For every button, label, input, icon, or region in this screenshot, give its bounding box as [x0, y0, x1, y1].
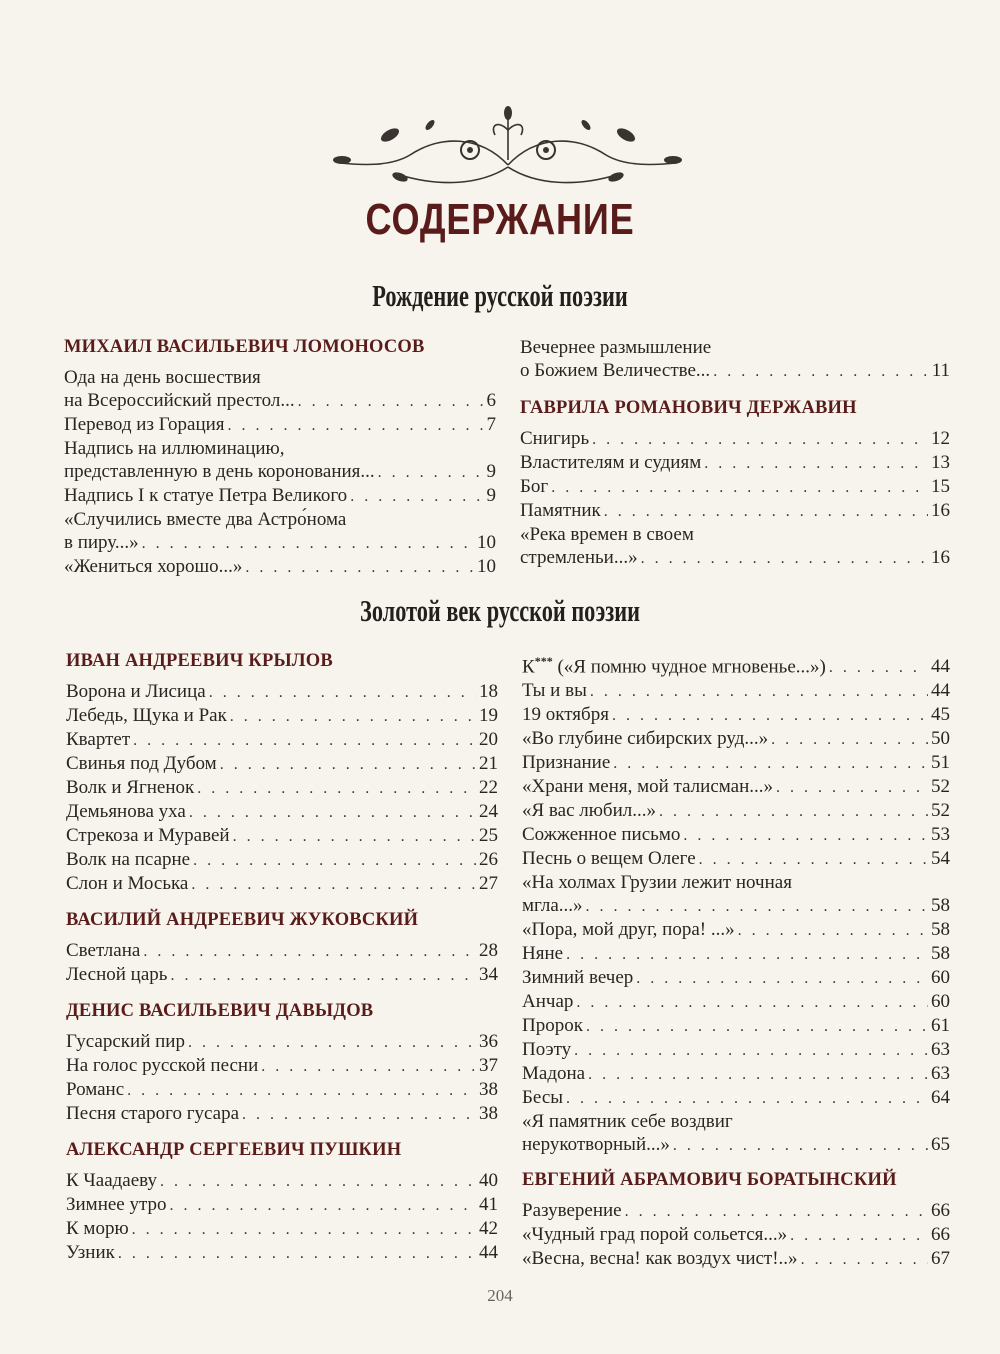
dot-leader — [659, 800, 928, 823]
section-title: Рождение русской поэзии — [372, 278, 628, 313]
entry-title: Волк и Ягненок — [66, 777, 195, 798]
entry-title: К*** («Я помню чудное мгновенье...») — [522, 654, 826, 678]
entry-row — [66, 1217, 498, 1241]
entry-title: в пиру...» — [64, 532, 139, 553]
entry-row — [66, 848, 498, 872]
author-name: ЕВГЕНИЙ АБРАМОВИЧ БОРАТЫНСКИЙ — [522, 1170, 897, 1191]
toc-entry — [66, 939, 498, 963]
toc-entry — [66, 800, 498, 824]
dot-leader — [261, 1055, 476, 1078]
page-ref: 60 — [931, 967, 950, 989]
entry-title: Надпись I к статуе Петра Великого — [64, 485, 348, 506]
entry-row — [522, 942, 950, 966]
entry-title-line: Вечернее размышление — [520, 337, 712, 358]
toc-entry — [66, 1241, 498, 1265]
entry-title-line: «Река времен в своем — [520, 524, 694, 545]
toc-entry — [522, 990, 950, 1014]
dot-leader — [127, 1079, 476, 1102]
dot-leader — [298, 390, 484, 413]
dot-leader — [576, 991, 928, 1014]
page-ref: 52 — [931, 800, 950, 822]
dot-leader — [612, 704, 928, 727]
dot-leader — [776, 776, 928, 799]
toc-entry — [66, 872, 498, 896]
page-ref: 24 — [479, 801, 498, 822]
toc-entry — [66, 776, 498, 800]
toc-entry — [522, 1110, 950, 1157]
section-title: Золотой век русской поэзии — [360, 593, 640, 628]
entry-title: Демьянова уха — [66, 801, 186, 822]
author-name: АЛЕКСАНДР СЕРГЕЕВИЧ ПУШКИН — [66, 1140, 402, 1160]
toc-entry — [522, 703, 950, 727]
dot-leader — [220, 753, 476, 776]
entry-title: о Божием Величестве... — [520, 360, 711, 381]
entry-title: Зимнее утро — [66, 1194, 167, 1215]
entry-title: Романс — [66, 1079, 125, 1100]
entry-row — [522, 990, 950, 1014]
dot-leader — [350, 485, 483, 508]
dot-leader — [713, 360, 929, 383]
page-ref: 34 — [479, 964, 498, 985]
dot-leader — [683, 824, 928, 847]
toc-column-left — [64, 336, 496, 579]
page-ref: 51 — [931, 752, 950, 774]
page-ref: 25 — [479, 825, 498, 846]
entry-row — [520, 499, 950, 523]
page-ref: 63 — [931, 1039, 950, 1061]
toc-entry — [64, 484, 496, 508]
floral-ornament — [330, 105, 685, 195]
page-ref: 13 — [931, 452, 950, 473]
entry-title-line: «На холмах Грузии лежит ночная — [522, 872, 792, 894]
entry-title: К морю — [66, 1218, 129, 1239]
dot-leader — [588, 1063, 928, 1086]
toc-entry — [522, 823, 950, 847]
toc-entry — [522, 799, 950, 823]
entry-row — [66, 1102, 498, 1126]
dot-leader — [801, 1248, 928, 1271]
author-block — [520, 336, 950, 383]
entry-row — [522, 679, 950, 703]
entry-title: нерукотворный...» — [522, 1134, 670, 1156]
entry-row — [520, 546, 950, 570]
dot-leader — [551, 476, 928, 499]
dot-leader — [790, 1224, 928, 1247]
toc-entry — [522, 650, 950, 679]
dot-leader — [641, 547, 928, 570]
page-ref: 40 — [479, 1170, 498, 1191]
entry-row — [522, 727, 950, 751]
dot-leader — [378, 461, 484, 484]
dot-leader — [233, 825, 476, 848]
toc-entry — [522, 1038, 950, 1062]
toc-entry — [522, 1062, 950, 1086]
dot-leader — [590, 680, 928, 703]
page-ref: 28 — [479, 940, 498, 961]
author-name: ВАСИЛИЙ АНДРЕЕВИЧ ЖУКОВСКИЙ — [66, 910, 419, 930]
entry-title: «Храни меня, мой талисман...» — [522, 776, 774, 798]
toc-entry — [66, 824, 498, 848]
entry-row — [522, 751, 950, 775]
dot-leader — [132, 1218, 476, 1241]
dot-leader — [193, 849, 476, 872]
toc-column-left — [66, 650, 498, 1265]
entry-row — [66, 939, 498, 963]
entry-row — [522, 1014, 950, 1038]
page-ref: 63 — [931, 1063, 950, 1085]
toc-entry — [522, 942, 950, 966]
page-ref: 45 — [931, 704, 950, 726]
entry-title: Перевод из Горация — [64, 414, 225, 435]
dot-leader — [142, 532, 474, 555]
entry-title: Стрекоза и Муравей — [66, 825, 230, 846]
entry-title: Светлана — [66, 940, 141, 961]
toc-entry — [522, 918, 950, 942]
dot-leader — [586, 895, 928, 918]
entry-row — [66, 728, 498, 752]
entry-title: Бог — [520, 476, 549, 497]
entry-title: На голос русской песни — [66, 1055, 259, 1076]
toc-entry — [64, 413, 496, 437]
page-number: 204 — [487, 1286, 513, 1305]
toc-entry — [66, 1102, 498, 1126]
dot-leader — [228, 414, 484, 437]
entry-row — [64, 413, 496, 437]
toc-entry — [66, 1169, 498, 1193]
page-ref: 65 — [931, 1134, 950, 1156]
entry-title: Песнь о вещем Олеге — [522, 848, 696, 870]
entry-row — [66, 752, 498, 776]
author-block — [66, 650, 498, 896]
author-block — [66, 1000, 498, 1126]
dot-leader — [586, 1015, 928, 1038]
entry-row — [522, 703, 950, 727]
entry-row — [66, 776, 498, 800]
entry-title: «Пора, мой друг, пора! ...» — [522, 919, 735, 941]
entry-title: Снигирь — [520, 428, 590, 449]
page-ref: 44 — [931, 656, 950, 678]
entry-row — [66, 1030, 498, 1054]
entry-title: Квартет — [66, 729, 131, 750]
page-ref: 10 — [477, 532, 496, 553]
author-block — [522, 650, 950, 1157]
page-ref: 11 — [931, 360, 950, 381]
entry-title: Поэту — [522, 1039, 572, 1061]
page-ref: 27 — [479, 873, 498, 894]
dot-leader — [574, 1039, 928, 1062]
page-ref: 61 — [931, 1015, 950, 1037]
entry-title: мгла...» — [522, 895, 583, 917]
dot-leader — [170, 1194, 476, 1217]
entry-row — [66, 800, 498, 824]
toc-entry — [522, 1014, 950, 1038]
entry-row — [522, 966, 950, 990]
toc-entry — [64, 555, 496, 579]
author-block — [64, 336, 496, 579]
entry-title: Песня старого гусара — [66, 1103, 240, 1124]
page-ref: 64 — [931, 1087, 950, 1109]
entry-title: Узник — [66, 1242, 115, 1263]
page-ref: 16 — [931, 547, 950, 568]
dot-leader — [704, 452, 928, 475]
entry-row — [522, 1199, 950, 1223]
toc-entry — [66, 1030, 498, 1054]
entry-row — [66, 824, 498, 848]
entry-title-line: Надпись на иллюминацию, — [64, 438, 285, 459]
toc-column-right — [522, 650, 950, 1271]
toc-entry — [522, 775, 950, 799]
toc-entry — [522, 727, 950, 751]
author-block — [66, 1139, 498, 1265]
entry-title: Ворона и Лисица — [66, 681, 206, 702]
author-name: МИХАИЛ ВАСИЛЬЕВИЧ ЛОМОНОСОВ — [64, 337, 425, 357]
entry-row — [522, 650, 950, 679]
entry-title: Свинья под Дубом — [66, 753, 217, 774]
dot-leader — [242, 1103, 476, 1126]
entry-row — [66, 872, 498, 896]
page-ref: 50 — [931, 728, 950, 750]
entry-title: Лесной царь — [66, 964, 168, 985]
page-ref: 36 — [479, 1031, 498, 1052]
entry-title: Памятник — [520, 500, 601, 521]
entry-row — [520, 475, 950, 499]
page-ref: 66 — [931, 1200, 950, 1222]
toc-entry — [66, 1078, 498, 1102]
entry-title: Пророк — [522, 1015, 583, 1037]
page-ref: 44 — [479, 1242, 498, 1263]
toc-entry — [66, 680, 498, 704]
entry-row — [522, 1247, 950, 1271]
dot-leader — [160, 1170, 476, 1193]
entry-row — [66, 1241, 498, 1265]
dot-leader — [829, 656, 928, 679]
entry-row — [64, 484, 496, 508]
page-ref: 66 — [931, 1224, 950, 1246]
entry-row — [522, 1223, 950, 1247]
entry-title: Гусарский пир — [66, 1031, 185, 1052]
entry-row — [64, 389, 496, 413]
entry-row — [66, 1193, 498, 1217]
dot-leader — [209, 681, 476, 704]
entry-row — [520, 451, 950, 475]
page-ref: 58 — [931, 943, 950, 965]
page-ref: 67 — [931, 1248, 950, 1270]
entry-title: Сожженное письмо — [522, 824, 681, 846]
entry-title: Зимний вечер — [522, 967, 634, 989]
entry-title-line: «Я памятник себе воздвиг — [522, 1111, 733, 1133]
author-block — [66, 909, 498, 987]
dot-leader — [188, 1031, 476, 1054]
page-ref: 38 — [479, 1103, 498, 1124]
toc-entry — [520, 475, 950, 499]
entry-title: Няне — [522, 943, 564, 965]
page-ref: 60 — [931, 991, 950, 1013]
author-name: ГАВРИЛА РОМАНОВИЧ ДЕРЖАВИН — [520, 398, 857, 418]
dot-leader — [699, 848, 928, 871]
page-ref: 9 — [486, 485, 496, 506]
toc-entry — [66, 963, 498, 987]
page-ref: 38 — [479, 1079, 498, 1100]
toc-column-right — [520, 336, 950, 570]
dot-leader — [592, 428, 928, 451]
entry-row — [520, 427, 950, 451]
entry-title: 19 октября — [522, 704, 609, 726]
entry-row — [64, 531, 496, 555]
dot-leader — [230, 705, 476, 728]
entry-title: Разуверение — [522, 1200, 622, 1222]
entry-row — [66, 680, 498, 704]
toc-entry — [66, 1054, 498, 1078]
dot-leader — [245, 556, 474, 579]
entry-title: Мадона — [522, 1063, 586, 1085]
page-ref: 42 — [479, 1218, 498, 1239]
page-ref: 41 — [479, 1194, 498, 1215]
entry-row — [64, 460, 496, 484]
dot-leader — [118, 1242, 476, 1265]
toc-entry — [66, 704, 498, 728]
dot-leader — [143, 940, 476, 963]
page-title: СОДЕРЖАНИЕ — [365, 195, 635, 244]
dot-leader — [771, 728, 928, 751]
toc-entry — [66, 1217, 498, 1241]
entry-title-line: Ода на день восшествия — [64, 367, 261, 388]
entry-row — [66, 1078, 498, 1102]
dot-leader — [133, 729, 476, 752]
toc-entry — [522, 679, 950, 703]
entry-row — [522, 1038, 950, 1062]
entry-row — [522, 894, 950, 918]
entry-title: «Я вас любил...» — [522, 800, 657, 822]
toc-entry — [522, 1223, 950, 1247]
page-ref: 15 — [931, 476, 950, 497]
page-ref: 7 — [486, 414, 496, 435]
page-ref: 52 — [931, 776, 950, 798]
entry-row — [66, 1169, 498, 1193]
toc-entry — [66, 1193, 498, 1217]
toc-entry — [522, 871, 950, 918]
dot-leader — [197, 777, 476, 800]
toc-entry — [522, 751, 950, 775]
dot-leader — [738, 919, 928, 942]
author-name: ДЕНИС ВАСИЛЬЕВИЧ ДАВЫДОВ — [66, 1001, 374, 1021]
entry-row — [522, 1086, 950, 1110]
toc-entry — [64, 437, 496, 484]
page-ref: 44 — [931, 680, 950, 702]
page-ref: 58 — [931, 919, 950, 941]
page-ref: 18 — [479, 681, 498, 702]
entry-row — [522, 775, 950, 799]
page-ref: 53 — [931, 824, 950, 846]
toc-entry — [520, 523, 950, 570]
page-ref: 22 — [479, 777, 498, 798]
entry-title: на Всероссийский престол... — [64, 390, 295, 411]
dot-leader — [566, 1087, 928, 1110]
page-ref: 10 — [477, 556, 496, 577]
page-ref: 9 — [486, 461, 496, 482]
entry-row — [522, 799, 950, 823]
entry-title: Бесы — [522, 1087, 564, 1109]
page-ref: 26 — [479, 849, 498, 870]
toc-entry — [66, 752, 498, 776]
dot-leader — [566, 943, 928, 966]
entry-title: «Жениться хорошо...» — [64, 556, 243, 577]
page-ref: 16 — [931, 500, 950, 521]
entry-title: Волк на псарне — [66, 849, 191, 870]
toc-entry — [520, 427, 950, 451]
page-ref: 21 — [479, 753, 498, 774]
entry-title: К Чаадаеву — [66, 1170, 157, 1191]
entry-row — [522, 918, 950, 942]
entry-title: Анчар — [522, 991, 574, 1013]
entry-row — [520, 359, 950, 383]
entry-title: Лебедь, Щука и Рак — [66, 705, 227, 726]
toc-entry — [522, 1247, 950, 1271]
entry-title: «Весна, весна! как воздух чист!..» — [522, 1248, 798, 1270]
toc-entry — [520, 336, 950, 383]
entry-row — [522, 847, 950, 871]
page-ref: 37 — [479, 1055, 498, 1076]
page-ref: 20 — [479, 729, 498, 750]
page-ref: 19 — [479, 705, 498, 726]
author-block — [522, 1169, 950, 1271]
dot-leader — [625, 1200, 928, 1223]
entry-row — [522, 823, 950, 847]
entry-row — [66, 963, 498, 987]
toc-entry — [522, 1086, 950, 1110]
entry-row — [522, 1133, 950, 1157]
dot-leader — [170, 964, 476, 987]
page-ref: 12 — [931, 428, 950, 449]
page-ref: 6 — [486, 390, 496, 411]
toc-entry — [522, 847, 950, 871]
entry-title: Властителям и судиям — [520, 452, 702, 473]
dot-leader — [673, 1134, 928, 1157]
toc-entry — [522, 966, 950, 990]
toc-entry — [520, 451, 950, 475]
entry-title: Ты и вы — [522, 680, 587, 702]
entry-row — [66, 1054, 498, 1078]
page-ref: 58 — [931, 895, 950, 917]
dot-leader — [636, 967, 928, 990]
dot-leader — [613, 752, 928, 775]
toc-entry — [64, 508, 496, 555]
entry-title: Слон и Моська — [66, 873, 189, 894]
entry-row — [66, 704, 498, 728]
toc-entry — [66, 728, 498, 752]
toc-entry — [64, 366, 496, 413]
author-block — [520, 397, 950, 570]
entry-row — [64, 555, 496, 579]
toc-entry — [522, 1199, 950, 1223]
dot-leader — [189, 801, 476, 824]
toc-entry — [520, 499, 950, 523]
toc-entry — [66, 848, 498, 872]
dot-leader — [191, 873, 476, 896]
entry-title: стремленьи...» — [520, 547, 638, 568]
entry-title: «Во глубине сибирских руд...» — [522, 728, 769, 750]
entry-title: Признание — [522, 752, 611, 774]
author-name: ИВАН АНДРЕЕВИЧ КРЫЛОВ — [66, 651, 333, 671]
entry-title-line: «Случились вместе два Астро́нома — [64, 509, 347, 530]
dot-leader — [604, 500, 928, 523]
entry-title: представленную в день коронования... — [64, 461, 375, 482]
entry-row — [522, 1062, 950, 1086]
page-ref: 54 — [931, 848, 950, 870]
entry-title: «Чудный град порой сольется...» — [522, 1224, 788, 1246]
